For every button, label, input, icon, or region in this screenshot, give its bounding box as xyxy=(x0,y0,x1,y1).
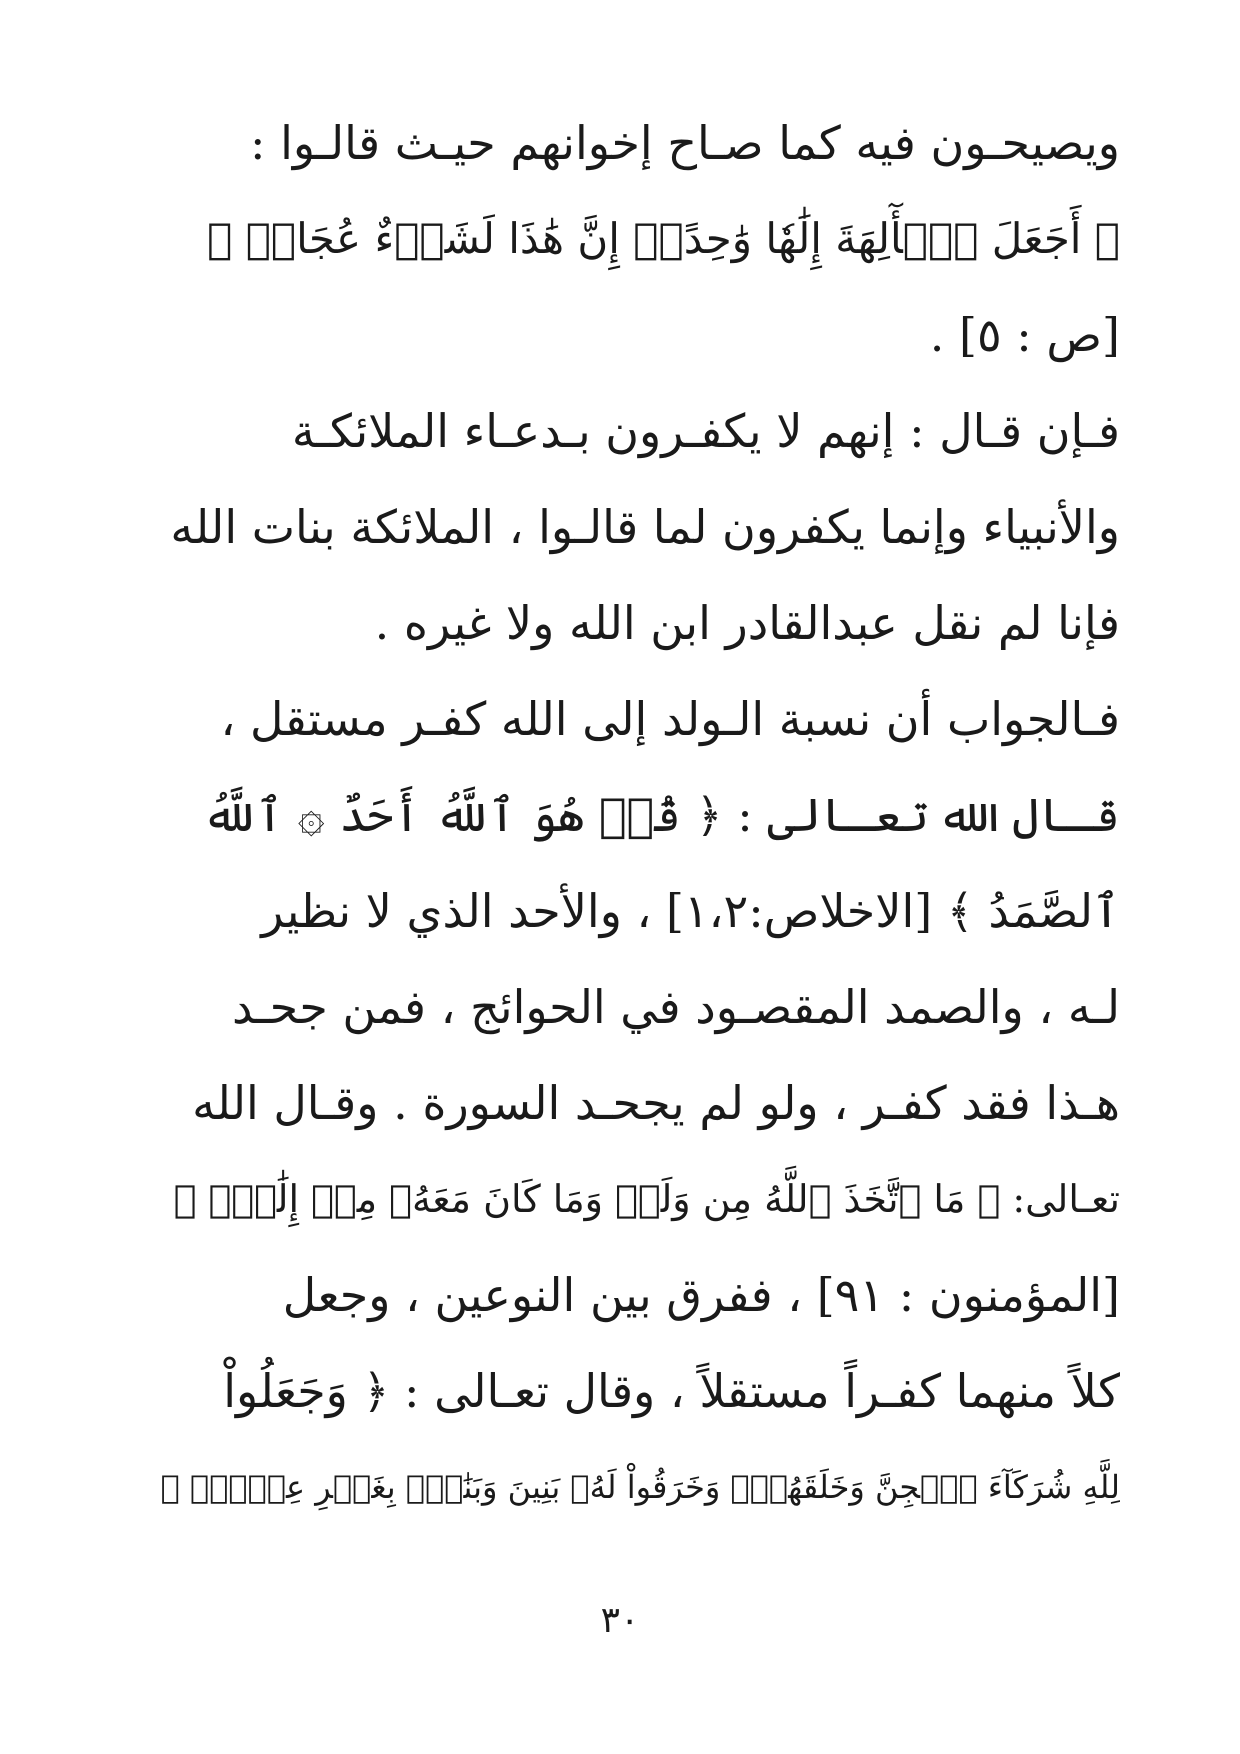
text-line: هـذا فقد كفـر ، ولو لم يجحـد السورة . وقـال الله xyxy=(192,1076,1120,1130)
text-line: [المؤمنون : ٩١] ، ففرق بين النوعين ، وجعل xyxy=(282,1268,1120,1322)
text-line: لـه ، والصمد المقصـود في الحوائج ، فمن جحـد xyxy=(232,980,1120,1034)
page-number: ٣٠ xyxy=(600,1600,640,1641)
text-line: فإنا لم نقل عبدالقادر ابن الله ولا غيره . xyxy=(374,596,1120,650)
text-line: والأنبياء وإنما يكفرون لما قالـوا ، الملائكة بنات الله xyxy=(170,500,1120,554)
text-line: قـال الله تعـالى : ﴿ قُلۡ هُوَ ٱللَّهُ أَحَدٌ ۞ ٱللَّهُ xyxy=(202,788,1120,842)
text-line: فـالجواب أن نسبة الـولد إلى الله كفـر مستقل ، xyxy=(220,692,1120,746)
verse-reference: [ص : ٥] . xyxy=(929,308,1120,362)
text-line: ٱلصَّمَدُ ﴾ [الاخلاص:١،٢] ، والأحد الذي لا نظير xyxy=(261,884,1120,938)
text-line: ويصيحـون فيه كما صـاح إخوانهم حيـث قالـوا : xyxy=(249,116,1120,170)
text-line: فـإن قـال : إنهم لا يكفـرون بـدعـاء الملائكـة xyxy=(291,404,1120,458)
quran-verse-line: ﴿ أَجَعَلَ ٱلۡأٓلِهَةَ إِلَٰهٗا وَٰحِدًاۖ إِنَّ هَٰذَا لَشَيۡءٌ عُجَابٞ ﴾ xyxy=(207,214,1120,263)
quran-verse-line: لِلَّهِ شُرَكَآءَ ٱلۡجِنَّ وَخَلَقَهُمۡۖ وَخَرَقُواْ لَهُۥ بَنِينَ وَبَنَٰتِۭ بِغَيۡرِ عِلۡمٖۚ ﴾ xyxy=(160,1468,1120,1506)
text-line: كلاً منهما كفـراً مستقلاً ، وقال تعـالى : ﴿ وَجَعَلُواْ xyxy=(223,1364,1120,1418)
quran-verse-line: تعـالى: ﴿ مَا ٱتَّخَذَ ٱللَّهُ مِن وَلَدٖ وَمَا كَانَ مَعَهُۥ مِنۡ إِلَٰهٍۚ ﴾ xyxy=(173,1177,1120,1221)
body-text xyxy=(150,95,1120,1535)
